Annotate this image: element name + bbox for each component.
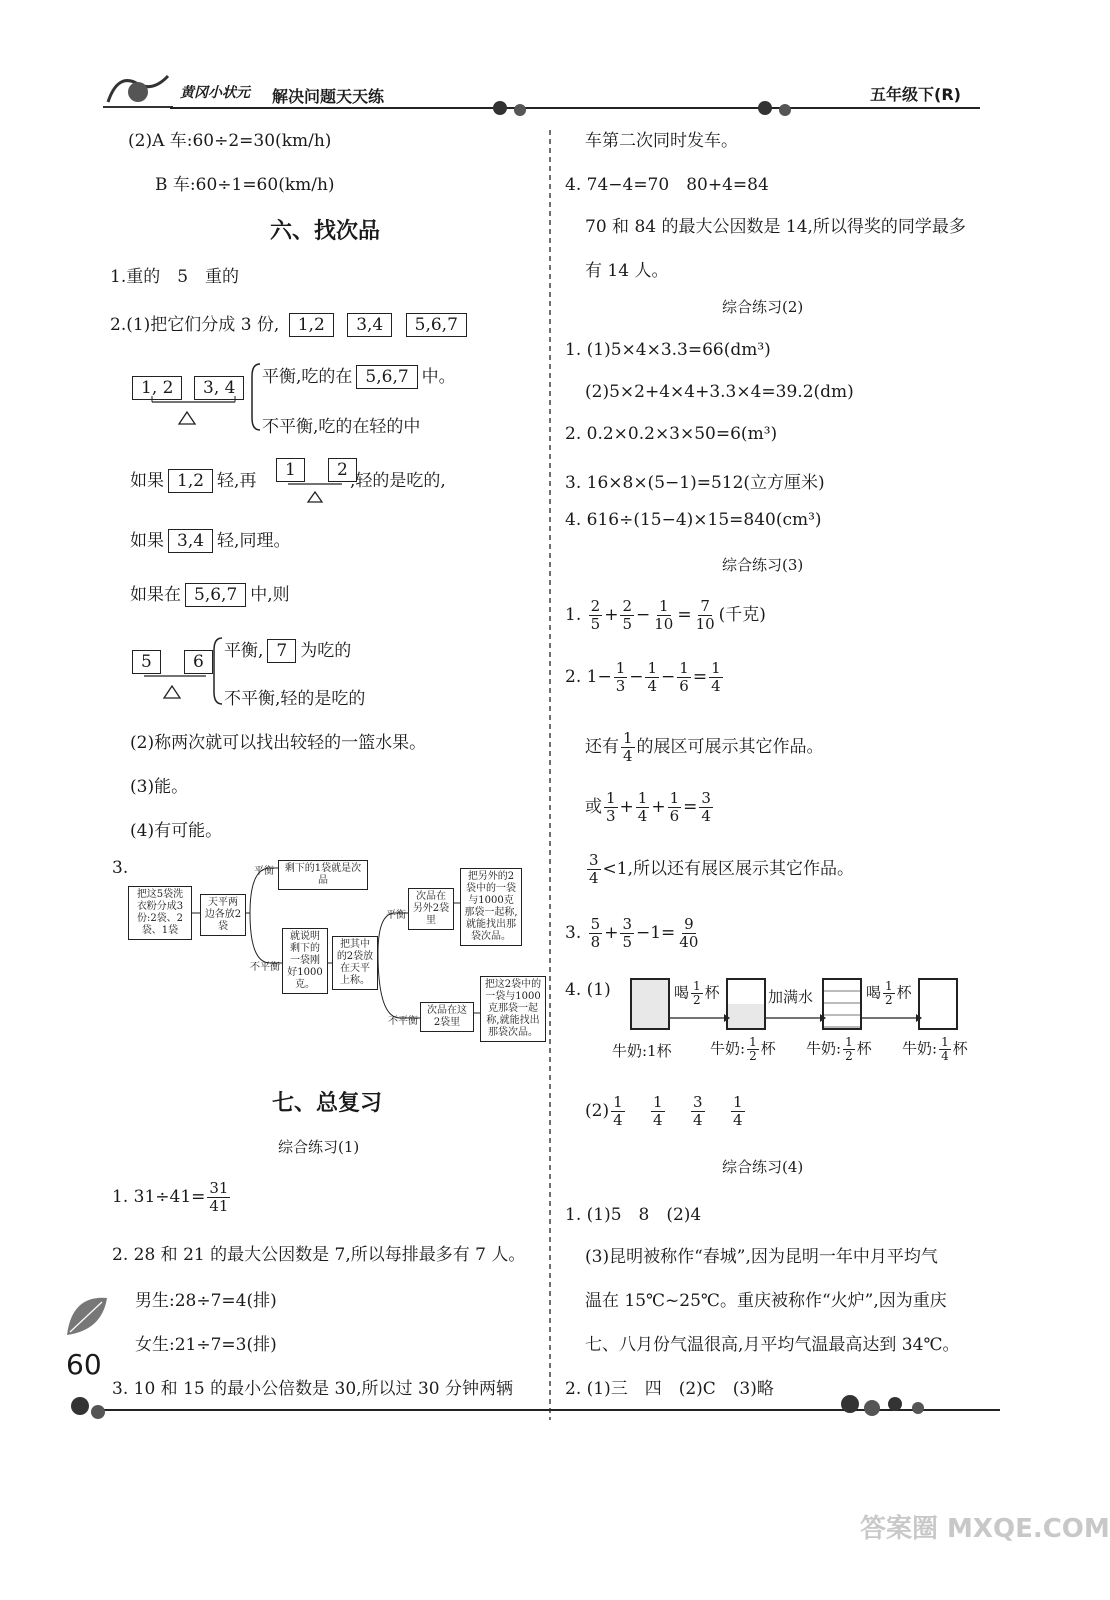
- z1-q2: 2. 28 和 21 的最大公因数是 7,所以每排最多有 7 人。: [112, 1245, 526, 1265]
- scale1-balance-text: 平衡,吃的在: [262, 367, 353, 387]
- z4-line-1: 1. (1)5 8 (2)4: [565, 1205, 702, 1225]
- right-line-3: 70 和 84 的最大公因数是 14,所以得奖的同学最多: [585, 217, 966, 237]
- flow-start: 把这5袋洗衣粉分成3份:2袋、2袋、1袋: [128, 886, 192, 940]
- z4-line-5: 2. (1)三 四 (2)C (3)略: [565, 1379, 774, 1399]
- ruguo2-pre: 如果: [130, 531, 164, 551]
- z3-q4-label: 4. (1): [565, 980, 611, 1000]
- scale1-balance-row: [262, 362, 456, 389]
- header-grade: 五年级下(R): [870, 85, 961, 104]
- z3-q2-label: 2. 1−: [565, 667, 612, 687]
- z1-q3: 3. 10 和 15 的最小公倍数是 30,所以过 30 分钟两辆: [112, 1379, 513, 1399]
- milk-caption-2: 牛奶: $\frac{1}{2}$ 杯: [710, 1035, 776, 1063]
- z3-q2-or: 或: [585, 797, 602, 817]
- z1-q1-fraction: [207, 1180, 230, 1215]
- q2-box-1: 1,2: [289, 313, 334, 337]
- scale1-balance-box: 5,6,7: [356, 365, 417, 389]
- z4-line-4: 七、八月份气温很高,月平均气温最高达到 34℃。: [585, 1335, 960, 1355]
- header-brand: 黄冈小状元: [180, 85, 250, 101]
- scale2-left-pan: 5: [132, 650, 161, 674]
- ruguo2-box: 3,4: [168, 529, 213, 553]
- q2-part4: (4)有可能。: [130, 821, 223, 841]
- milk-arrows: [668, 1008, 1068, 1028]
- z3-q3-row: 3. $\frac{5}{8}$ + $\frac{3}{5}$ −1= $\frac{9}{40}$: [565, 915, 699, 951]
- flow-b2-action: 把另外的2袋中的一袋与1000克那袋一起称,就能找出那袋次品。: [460, 868, 522, 946]
- header-rule: [0, 96, 1110, 126]
- z4-line-3: 温在 15℃~25℃。重庆被称作“火炉”,因为重庆: [585, 1291, 947, 1311]
- ruguo3-pre: 如果在: [130, 585, 181, 605]
- z2-q3: 3. 16×8×(5−1)=512(立方厘米): [565, 473, 825, 493]
- q3-label: 3.: [112, 858, 129, 878]
- z2-q1b: (2)5×2+4×4+3.3×4=39.2(dm): [585, 382, 854, 402]
- z1-q1-num: 31: [209, 1179, 229, 1197]
- z1-q2-girls: 女生:21÷7=3(排): [135, 1335, 277, 1355]
- ruguo1-mid: 轻,再: [217, 471, 257, 491]
- z3-q2-text-pre: 还有: [585, 737, 619, 757]
- zonghe-2-title: 综合练习(2): [722, 298, 804, 316]
- header-title: 解决问题天天练: [272, 87, 385, 106]
- milk-arrow-2-label: 加满水: [768, 988, 814, 1006]
- z3-q2-frac-c: $\frac{1}{6}$: [679, 659, 689, 695]
- right-line-2: 4. 74−4=70 80+4=84: [565, 175, 769, 195]
- milk-arrow-1-label: 喝 $\frac{1}{2}$ 杯: [674, 979, 720, 1007]
- zonghe-1-title: 综合练习(1): [278, 1138, 360, 1156]
- ruguo3-box: 5,6,7: [185, 583, 246, 607]
- ruguo3-row: [130, 580, 290, 607]
- z3-q3-label: 3.: [565, 923, 582, 943]
- z3-q4-part2-label: (2): [585, 1101, 610, 1121]
- q2-box-2: 3,4: [347, 313, 392, 337]
- milk-caption-3: 牛奶: $\frac{1}{2}$ 杯: [806, 1035, 872, 1063]
- scale1-left-pan: 1, 2: [132, 376, 182, 400]
- z3-q2-conc-row: [585, 852, 854, 887]
- q2-part2: (2)称两次就可以找出较轻的一篮水果。: [130, 733, 427, 753]
- ruguo2-row: [130, 526, 290, 553]
- flow-unbalance-label: 不平衡: [250, 962, 280, 973]
- ruguo1-row: [130, 466, 256, 493]
- milk-caption-1: 牛奶:1杯: [612, 1042, 672, 1060]
- scale1-right-pan: 3, 4: [194, 376, 244, 400]
- milk-cup-1: [630, 978, 670, 1030]
- right-line-1: 车第二次同时发车。: [585, 131, 738, 151]
- section-6-title: 六、找次品: [270, 219, 381, 244]
- z3-q1-row: 1. $\frac{2}{5}$ + $\frac{2}{5}$ − $\frac{1}{10}$ = $\frac{7}{10}$ (千克): [565, 597, 766, 633]
- z3-q1-frac-a: $\frac{2}{5}$: [590, 597, 601, 633]
- z3-q2-text-frac: $\frac{1}{4}$: [623, 729, 633, 765]
- footer-rule: [60, 1390, 1060, 1430]
- z3-q2-conc: <1,所以还有展区展示其它作品。: [602, 859, 855, 879]
- z3-q1-label: 1.: [565, 605, 582, 625]
- scale2-balance-pre: 平衡,: [224, 641, 264, 661]
- z3-q2-conc-frac: $\frac{3}{4}$: [589, 851, 599, 887]
- ruguo1-tail: ,轻的是吃的,: [350, 471, 446, 491]
- z3-q2-text-tail: 的展区可展示其它作品。: [636, 737, 824, 757]
- zonghe-3-title: 综合练习(3): [722, 556, 804, 574]
- ruguo2-tail: 轻,同理。: [217, 531, 291, 551]
- z2-q1: 1. (1)5×4×3.3=66(dm³): [565, 340, 771, 360]
- scale2-balance-tail: 为吃的: [300, 641, 352, 661]
- z3-q2-frac-a: $\frac{1}{3}$: [615, 659, 626, 695]
- ruguo1-scale-left: 1: [276, 458, 305, 482]
- scale1-unbalance-text: 不平衡,吃的在轻的中: [262, 417, 421, 437]
- flow-b2-label: 平衡: [386, 910, 406, 921]
- scale2-unbalance-text: 不平衡,轻的是吃的: [224, 689, 366, 709]
- z3-q2-frac-result: $\frac{1}{4}$: [711, 659, 721, 695]
- q2-box-3: 5,6,7: [406, 313, 467, 337]
- flow-balance-result: 剩下的1袋就是次品: [278, 860, 368, 890]
- z1-q1-row: [112, 1180, 232, 1215]
- q1-answer: 1.重的 5 重的: [110, 267, 240, 287]
- flow-u2-result: 次品在这2袋里: [420, 1002, 474, 1032]
- z3-q1-frac-c: $\frac{1}{10}$: [654, 597, 674, 633]
- scale1-balance-icon: [130, 396, 260, 436]
- z3-q2-row: 2. 1− $\frac{1}{3}$ − $\frac{1}{4}$ − $\frac{1}{6}$ = $\frac{1}{4}$: [565, 659, 721, 695]
- watermark: 答案圈 MXQE.COM: [860, 1514, 1110, 1544]
- flow-take: 把其中的2袋放在天平上称。: [332, 936, 378, 990]
- milk-caption-4: 牛奶: $\frac{1}{4}$ 杯: [902, 1035, 968, 1063]
- z2-q2: 2. 0.2×0.2×3×50=6(m³): [565, 424, 778, 444]
- scale1-brace: [250, 362, 262, 432]
- ruguo1-scale-right: 2: [328, 458, 357, 482]
- column-divider: [548, 130, 552, 1420]
- z3-q2-or-row: 或 $\frac{1}{3}$ + $\frac{1}{4}$ + $\frac{1}{6}$ = $\frac{3}{4}$: [585, 789, 711, 825]
- z1-q1-pre: 1. 31÷41=: [112, 1187, 206, 1207]
- left-line-1: (2)A 车:60÷2=30(km/h): [128, 131, 332, 151]
- z3-q2-text-row: [585, 730, 824, 765]
- q2-intro-row: [110, 310, 471, 337]
- scale2-balance-row: [224, 636, 351, 663]
- z3-q1-frac-result: $\frac{7}{10}$: [695, 597, 715, 633]
- q2-part3: (3)能。: [130, 777, 189, 797]
- left-line-2: B 车:60÷1=60(km/h): [155, 175, 335, 195]
- zonghe-4-title: 综合练习(4): [722, 1158, 804, 1176]
- flow-u2-action: 把这2袋中的一袋与1000克那袋一起称,就能找出那袋次品。: [480, 976, 546, 1042]
- ruguo1-box: 1,2: [168, 469, 213, 493]
- scale2-brace: [212, 636, 224, 706]
- z3-q1-frac-b: $\frac{2}{5}$: [622, 597, 632, 633]
- flow-b2-result: 次品在另外2袋里: [408, 888, 454, 930]
- milk-arrow-3-label: 喝 $\frac{1}{2}$ 杯: [866, 979, 912, 1007]
- q2-intro: 2.(1)把它们分成 3 份,: [110, 315, 280, 335]
- section-7-title: 七、总复习: [272, 1091, 383, 1116]
- z3-q1-unit: (千克): [718, 605, 766, 625]
- z3-q4-part2-row: (2) $\frac{1}{4}$ $\frac{1}{4}$ $\frac{3}{4}$ $\frac{1}{4}$: [585, 1093, 743, 1129]
- scale1-balance-tail: 中。: [421, 367, 456, 387]
- scale2-right-pan: 6: [184, 650, 213, 674]
- ruguo1-pre: 如果: [130, 471, 164, 491]
- scale2-balance-box: 7: [267, 639, 296, 663]
- flow-scale: 天平两边各放2袋: [200, 894, 246, 936]
- flow-balance-label: 平衡: [254, 866, 274, 877]
- z2-q4: 4. 616÷(15−4)×15=840(cm³): [565, 510, 822, 530]
- ruguo1-balance-icon: [272, 478, 362, 514]
- leaf-decoration-icon: [62, 1290, 112, 1340]
- flow-u2-label: 不平衡: [388, 1016, 418, 1027]
- right-line-4: 有 14 人。: [585, 261, 669, 281]
- z3-q2-frac-b: $\frac{1}{4}$: [647, 659, 658, 695]
- page-number: 60: [66, 1348, 102, 1381]
- flow-heavy-note: 就说明剩下的一袋刚好1000克。: [282, 928, 328, 994]
- z4-line-2: (3)昆明被称作“春城”,因为昆明一年中月平均气: [585, 1247, 938, 1267]
- z1-q2-boys: 男生:28÷7=4(排): [135, 1291, 277, 1311]
- z1-q1-den: 41: [209, 1197, 229, 1215]
- ruguo3-tail: 中,则: [250, 585, 290, 605]
